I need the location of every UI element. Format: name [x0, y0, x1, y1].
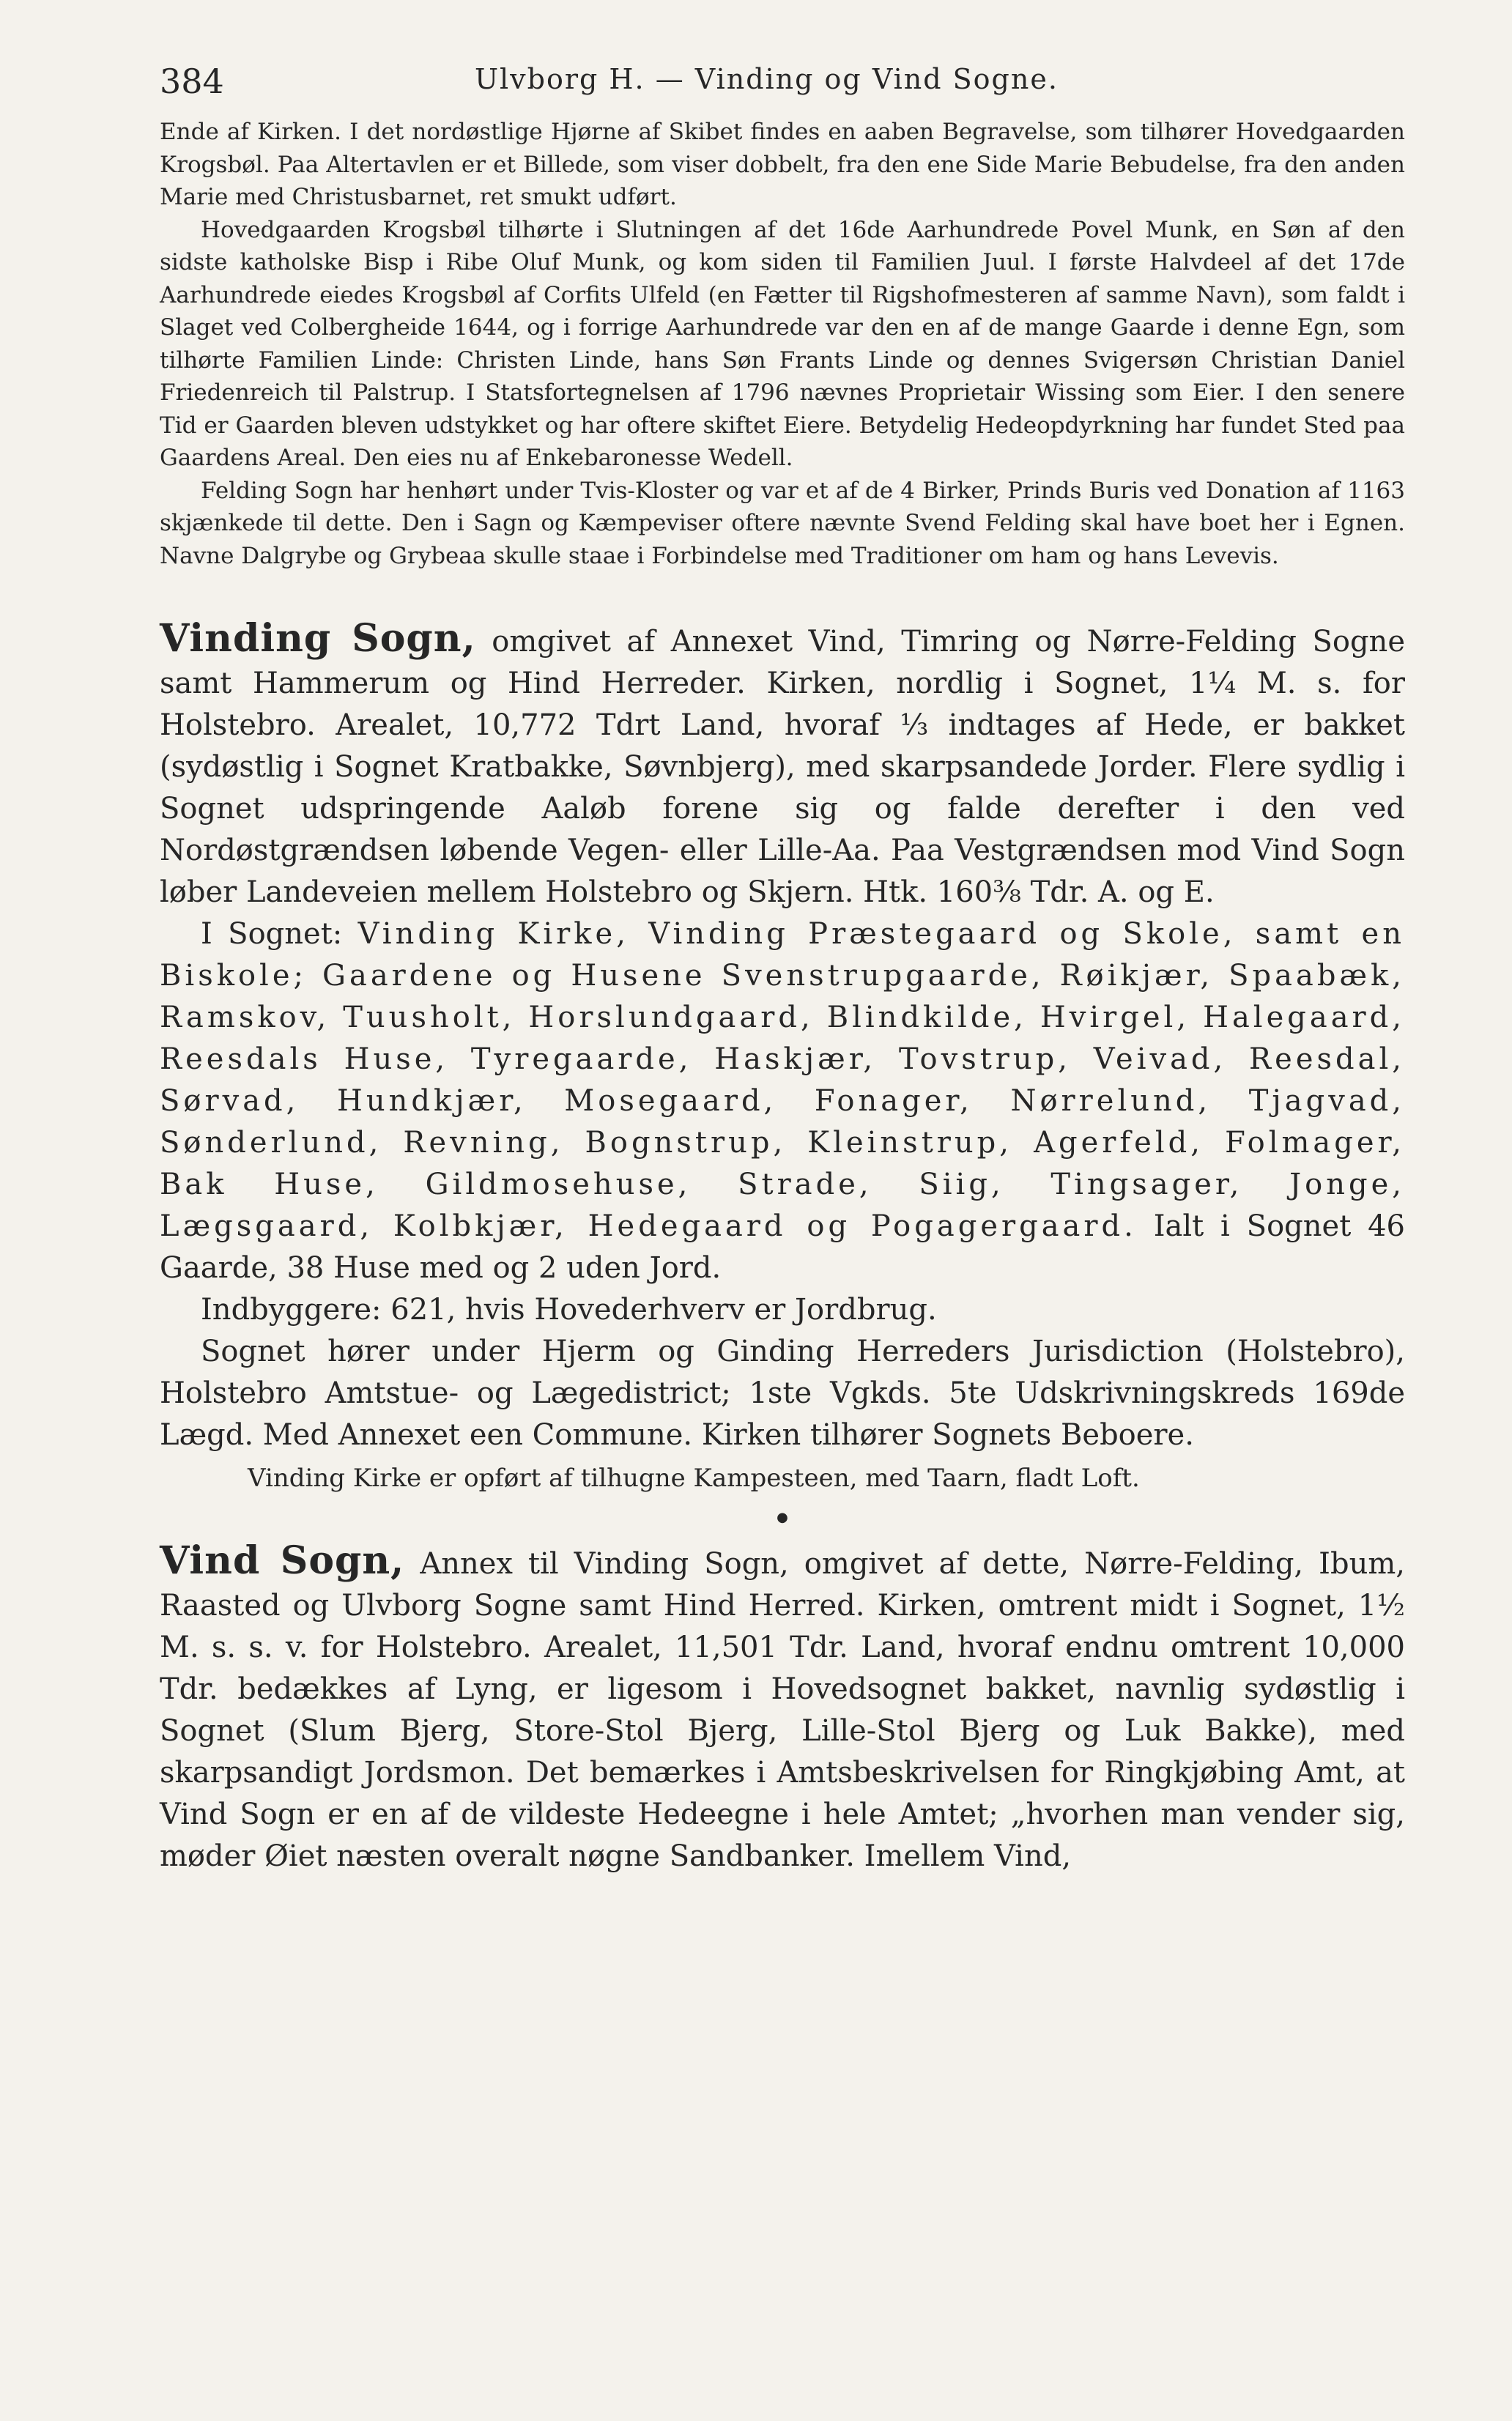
vinding-intro-text: omgivet af Annexet Vind, Timring og Nørre-Felding Sogne samt Hammerum og Hind Herreder. Kirken, nordlig i Sognet, 1¼ M. s. for Holstebro. Arealet, 10,772 Tdrt Land, hvoraf ⅓ indtages af Hede, er bakket (sydøstlig i Sognet Kratbakke, Søvnbjerg), med skarpsandede Jorder. Flere sydlig i Sognet udspringende Aaløb forene sig og falde derefter i den ved Nordøstgrændsen løbende Vegen- eller Lille-Aa. Paa Vestgrændsen mod Vind Sogn løber Landeveien mellem Holstebro og Skjern. Htk. 160⅜ Tdr. A. og E. [160, 625, 1405, 909]
vinding-administration: Sognet hører under Hjerm og Ginding Herreders Jurisdiction (Holstebro), Holstebro Amtstue- og Lægedistrict; 1ste Vgkds. 5te Udskrivningskreds 169de Lægd. Med Annexet een Commune. Kirken tilhører Sognets Beboere. [160, 1335, 1405, 1452]
vinding-church-note: Vinding Kirke er opført af tilhugne Kampesteen, med Taarn, fladt Loft. [248, 1464, 1140, 1493]
page-number: 384 [160, 62, 224, 101]
vind-intro-paragraph [160, 1540, 1405, 1877]
paragraph-felding-sogn: Felding Sogn har henhørt under Tvis-Kloster og var et af de 4 Birker, Prinds Buris ved Donation af 1163 skjænkede til dette. Den i Sagn og Kæmpeviser oftere nævnte Svend Felding skal have boet her i Egnen. Navne Dalgrybe og Grybeaa skulle staae i Forbindelse med Traditioner om ham og hans Levevis. [160, 477, 1405, 569]
vinding-entry-title: Vinding Sogn, [160, 616, 476, 661]
paragraph-krogsbol-history: Hovedgaarden Krogsbøl tilhørte i Slutningen af det 16de Aarhundrede Povel Munk, en Søn af den sidste katholske Bisp i Ribe Oluf Munk, og kom siden til Familien Juul. I første Halvdeel af det 17de Aarhundrede eiedes Krogsbøl af Corfits Ulfeld (en Fætter til Rigshofmesteren af samme Navn), som faldt i Slaget ved Colbergheide 1644, og i forrige Aarhundrede var den en af de mange Gaarde i denne Egn, som tilhørte Familien Linde: Christen Linde, hans Søn Frants Linde og dennes Svigersøn Christian Daniel Friedenreich til Palstrup. I Statsfortegnelsen af 1796 nævnes Proprietair Wissing som Eier. I den senere Tid er Gaarden bleven udstykket og har oftere skiftet Eiere. Betydelig Hedeopdyrkning har fundet Sted paa Gaardens Areal. Den eies nu af Enkebaronesse Wedell. [160, 216, 1405, 471]
vinding-places-paragraph [160, 913, 1405, 1289]
paragraph-church-interior: Ende af Kirken. I det nordøstlige Hjørne af Skibet findes en aaben Begravelse, som tilhører Hovedgaarden Krogsbøl. Paa Altertavlen er et Billede, som viser dobbelt, fra den ene Side Marie Bebudelse, fra den anden Marie med Christusbarnet, ret smukt udført. [160, 119, 1405, 210]
running-head: Ulvborg H. — Vinding og Vind Sogne. [475, 63, 1059, 95]
page-header [160, 44, 1405, 110]
vinding-places-total: Ialt i Sognet 46 Gaarde, 38 Huse med og 2 uden Jord. [160, 1209, 1406, 1285]
vind-entry-title: Vind Sogn, [160, 1538, 405, 1583]
book-page [160, 44, 1405, 1877]
vinding-places-list: Vinding Kirke, Vinding Præstegaard og Skole, samt en Biskole; Gaardene og Husene Svenstrupgaarde, Røikjær, Spaabæk, Ramskov, Tuusholt, Horslundgaard, Blindkilde, Hvirgel, Halegaard, Reesdals Huse, Tyregaarde, Haskjær, Tovstrup, Veivad, Reesdal, Sørvad, Hundkjær, Mosegaard, Fonager, Nørrelund, Tjagvad, Sønderlund, Revning, Bognstrup, Kleinstrup, Agerfeld, Folmager, Bak Huse, Gildmosehuse, Strade, Siig, Tingsager, Jonge, Lægsgaard, Kolbkjær, Hedegaard og Pogagergaard. [160, 917, 1405, 1243]
vinding-places-lead: I Sognet: [201, 917, 343, 951]
previous-section-continuation [160, 116, 1405, 572]
vind-intro-text: Annex til Vinding Sogn, omgivet af dette, Nørre-Felding, Ibum, Raasted og Ulvborg Sogne samt Hind Herred. Kirken, omtrent midt i Sognet, 1½ M. s. s. v. for Holstebro. Arealet, 11,501 Tdr. Land, hvoraf endnu omtrent 10,000 Tdr. bedækkes af Lyng, er ligesom i Hovedsognet bakket, navnlig sydøstlig i Sognet (Slum Bjerg, Store-Stol Bjerg, Lille-Stol Bjerg og Luk Bakke), med skarpsandigt Jordsmon. Det bemærkes i Amtsbeskrivelsen for Ringkjøbing Amt, at Vind Sogn er en af de vildeste Hedeegne i hele Amtet; „hvorhen man vender sig, møder Øiet næsten overalt nøgne Sandbanker. Imellem Vind, [160, 1547, 1405, 1873]
vinding-sogn-entry [160, 618, 1405, 1496]
section-divider-dot: ● [777, 1510, 788, 1525]
vinding-intro-paragraph [160, 618, 1405, 913]
vinding-inhabitants: Indbyggere: 621, hvis Hovederhverv er Jordbrug. [201, 1293, 937, 1327]
vind-sogn-entry [160, 1540, 1405, 1877]
